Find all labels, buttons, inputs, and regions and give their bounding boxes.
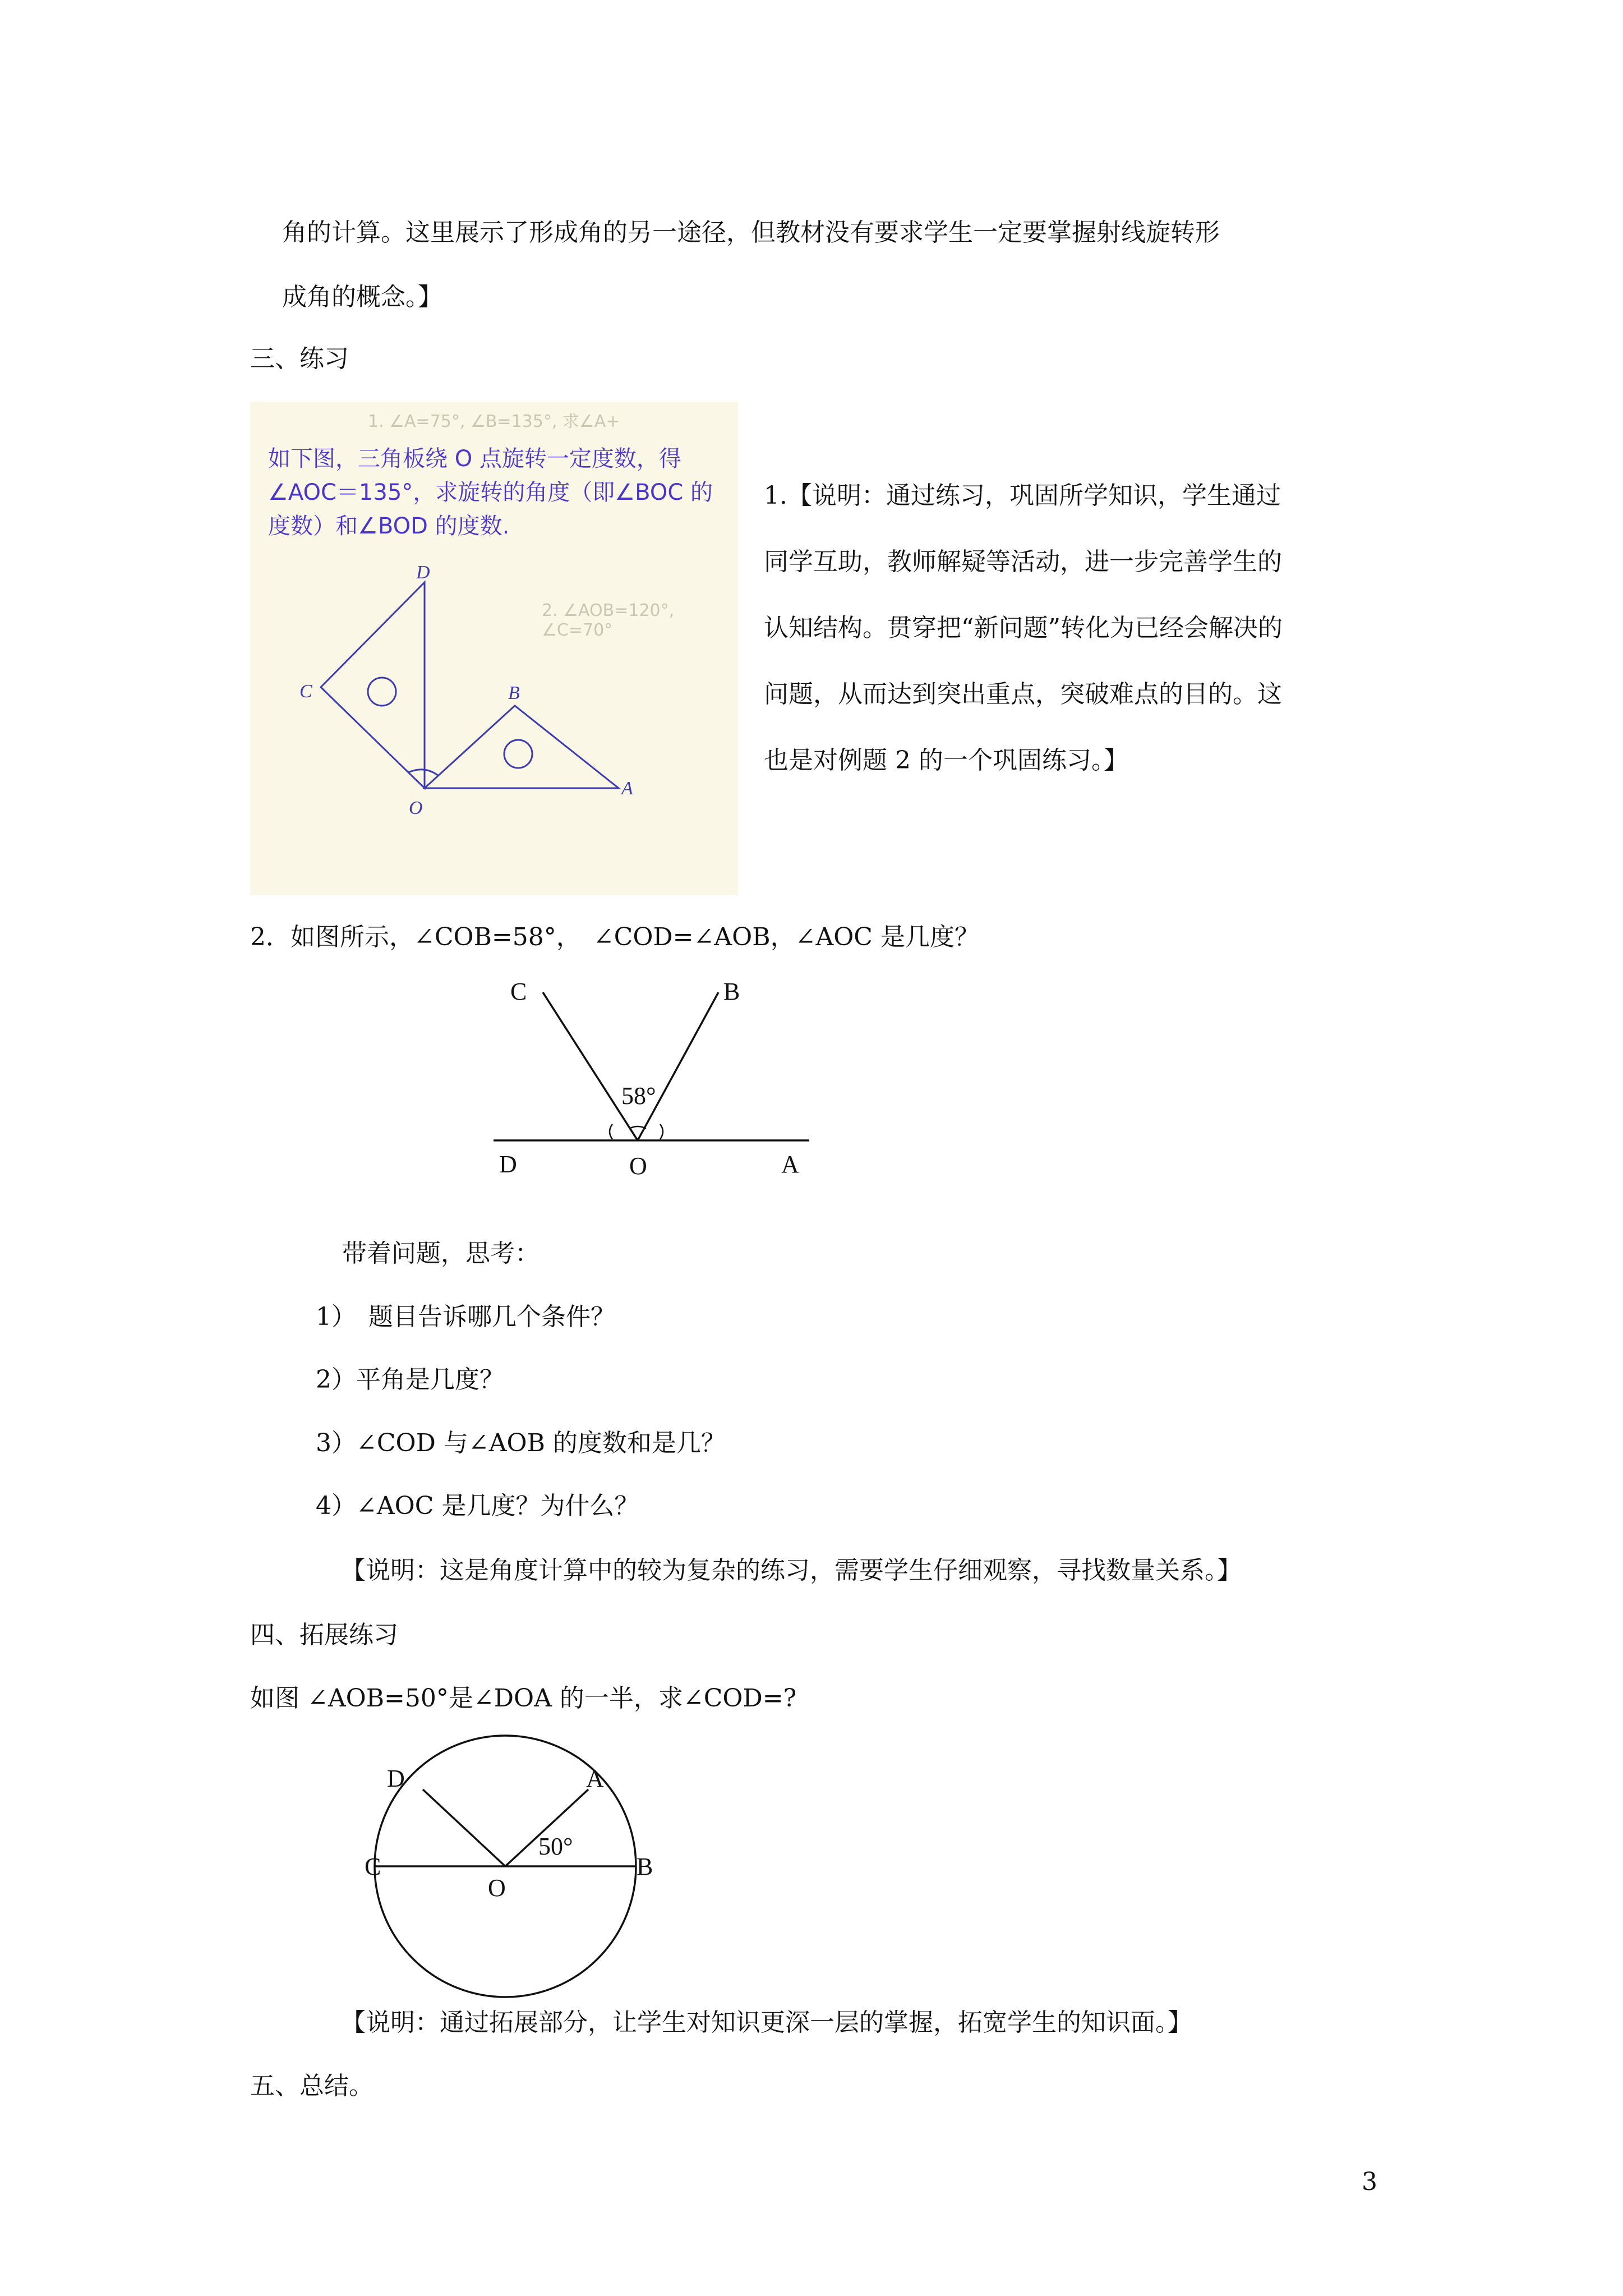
think-heading: 带着问题，思考： xyxy=(342,1239,540,1268)
section-heading-extension: 四、拓展练习 xyxy=(250,1621,398,1649)
note-line: 1.【说明：通过练习，巩固所学知识，学生通过 xyxy=(764,481,1281,510)
fig3-label-a: A xyxy=(586,1765,604,1792)
section-heading-practice: 三、练习 xyxy=(250,344,349,373)
section-heading-summary: 五、总结。 xyxy=(250,2072,374,2100)
fig3-label-d: D xyxy=(387,1765,405,1792)
triangle-cdo xyxy=(321,582,425,788)
fig2-label-d: D xyxy=(499,1151,517,1178)
exercise-1-note xyxy=(764,463,1392,794)
fig3-label-o: O xyxy=(488,1874,506,1902)
extension-question: 如图 ∠AOB=50°是∠DOA 的一半，求∠COD=? xyxy=(250,1684,797,1713)
think-question-3: 3）∠COD 与∠AOB 的度数和是几？ xyxy=(316,1429,726,1457)
fig2-angle-label: 58° xyxy=(621,1082,656,1110)
intro-line-1: 角的计算。这里展示了形成角的另一途径，但教材没有要求学生一定要掌握射线旋转形 xyxy=(282,218,1220,247)
note-line: 认知结构。贯穿把“新问题”转化为已经会解决的 xyxy=(764,614,1283,642)
fig2-label-o: O xyxy=(629,1152,647,1180)
fig3-label-b: B xyxy=(637,1853,653,1880)
faint-bleed-text-mid: 2. ∠AOB=120°, ∠C=70° xyxy=(542,601,675,640)
intro-line-2: 成角的概念。】 xyxy=(282,283,442,311)
label-a: A xyxy=(621,778,633,799)
exercise-1-problem-text: 如下图，三角板绕 O 点旋转一定度数，得∠AOC＝135°，求旋转的角度（即∠BOC 的度数）和∠BOD 的度数. xyxy=(268,446,713,539)
exercise-2-angle-figure xyxy=(482,965,909,1200)
page-number: 3 xyxy=(1362,2168,1377,2196)
think-question-4: 4）∠AOC 是几度？为什么？ xyxy=(316,1492,639,1520)
ray-ob xyxy=(638,992,718,1140)
fig2-label-b: B xyxy=(723,978,740,1005)
label-c: C xyxy=(299,681,312,702)
label-d: D xyxy=(416,562,430,583)
think-question-1: 1） 题目告诉哪几个条件？ xyxy=(316,1303,615,1331)
label-b: B xyxy=(508,683,520,703)
note-line: 同学互助，教师解疑等活动，进一步完善学生的 xyxy=(764,547,1282,576)
think-question-2: 2）平角是几度？ xyxy=(316,1365,504,1394)
fig3-angle-label: 50° xyxy=(538,1833,573,1860)
triangle-rotation-figure xyxy=(250,402,738,895)
faint-bleed-text-top: 1. ∠A=75°, ∠B=135°, 求∠A+ xyxy=(368,412,620,431)
radius-od xyxy=(423,1789,505,1866)
fig2-label-c: C xyxy=(510,978,527,1005)
fig3-label-c: C xyxy=(365,1853,381,1880)
note-line: 问题，从而达到突出重点，突破难点的目的。这 xyxy=(764,680,1282,708)
exercise-2-note: 【说明：这是角度计算中的较为复杂的练习，需要学生仔细观察，寻找数量关系。】 xyxy=(341,1556,1242,1585)
ray-oc xyxy=(543,992,638,1140)
triangle-oba xyxy=(425,706,619,788)
note-line: 也是对例题 2 的一个巩固练习。】 xyxy=(764,746,1128,775)
fig2-label-a: A xyxy=(781,1151,799,1178)
exercise-2-question: 2．如图所示，∠COB=58°， ∠COD=∠AOB，∠AOC 是几度？ xyxy=(250,923,979,951)
extension-note: 【说明：通过拓展部分，让学生对知识更深一层的掌握，拓宽学生的知识面。】 xyxy=(341,2008,1192,2037)
exercise-1-scanned-image xyxy=(250,402,738,895)
right-angle-paren xyxy=(660,1124,663,1139)
label-o: O xyxy=(409,798,423,818)
left-angle-paren xyxy=(610,1124,612,1139)
extension-circle-figure xyxy=(348,1728,740,2031)
